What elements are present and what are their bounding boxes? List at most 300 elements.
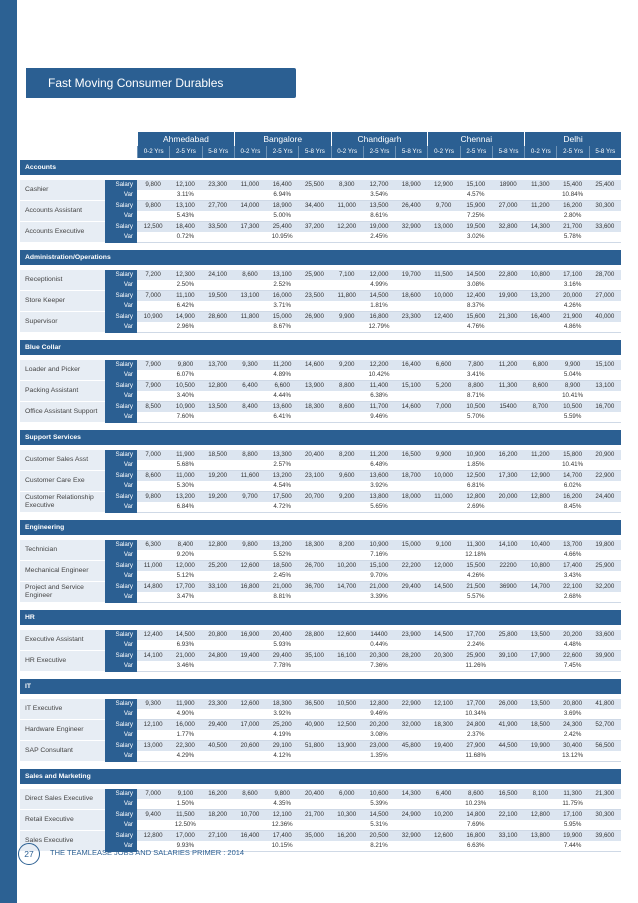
role-name: Customer Care Exe [20,471,105,492]
salary-cell: 13,100 [234,291,266,302]
variance-cell: 11.75% [524,799,621,810]
variance-cell: 6.84% [137,502,234,513]
variance-cell: 13.12% [524,751,621,762]
variance-cell: 5.70% [427,412,524,423]
salary-cell: 22,300 [169,741,201,752]
variance-cell: 4.48% [524,640,621,651]
salary-cell: 28,800 [298,630,330,640]
role-name: Technician [20,540,105,561]
salary-cell: 14,800 [137,582,169,593]
experience-header: 5-8 Yrs [202,146,234,158]
var-label: Var [105,799,137,810]
var-label: Var [105,280,137,291]
variance-cell: 2.45% [331,232,428,243]
salary-label: Salary [105,630,137,640]
salary-cell: 32,000 [395,720,427,731]
table-row [20,381,621,392]
salary-cell: 19,400 [427,741,459,752]
salary-cell: 22200 [492,561,524,572]
salary-cell: 28,600 [202,312,234,323]
salary-cell: 15,000 [266,312,298,323]
salary-cell: 8,800 [234,450,266,460]
salary-cell: 21,300 [492,312,524,323]
role-name: Hardware Engineer [20,720,105,741]
salary-cell: 25,800 [492,630,524,640]
salary-cell: 16,100 [331,651,363,662]
table-row [20,391,621,402]
table-row [20,789,621,799]
variance-cell: 3.69% [524,709,621,720]
salary-label: Salary [105,270,137,280]
salary-cell: 15,600 [460,312,492,323]
salary-cell: 17,700 [460,699,492,709]
salary-cell: 17,900 [524,651,556,662]
table-row [20,280,621,291]
salary-cell: 11,900 [169,450,201,460]
salary-cell: 21,500 [460,582,492,593]
variance-cell: 5.04% [524,370,621,381]
variance-cell: 9.93% [137,841,234,852]
salary-cell: 30,400 [556,741,588,752]
variance-cell: 8.71% [427,391,524,402]
salary-cell: 16,800 [234,582,266,593]
salary-cell: 28,200 [395,651,427,662]
var-label: Var [105,751,137,762]
salary-cell: 29,100 [266,741,298,752]
salary-cell: 19,500 [460,222,492,233]
city-header: Delhi [524,132,621,146]
variance-cell: 10.41% [524,391,621,402]
variance-cell: 4.54% [234,481,331,492]
variance-cell: 1.81% [331,301,428,312]
salary-cell: 14,600 [395,402,427,413]
salary-cell: 41,800 [589,699,621,709]
variance-cell: 1.35% [331,751,428,762]
experience-header: 2-5 Yrs [363,146,395,158]
salary-cell: 11,300 [460,540,492,550]
salary-cell: 23,300 [202,180,234,190]
table-row [20,222,621,233]
var-label: Var [105,370,137,381]
salary-cell: 12,000 [427,561,459,572]
salary-cell: 9,100 [427,540,459,550]
variance-cell: 6.07% [137,370,234,381]
salary-cell: 44,500 [492,741,524,752]
experience-header: 0-2 Yrs [427,146,459,158]
variance-cell: 10.23% [427,799,524,810]
salary-cell: 11,100 [169,291,201,302]
salary-cell: 25,400 [589,180,621,190]
experience-header: 5-8 Yrs [395,146,427,158]
table-row [20,741,621,752]
salary-cell: 11,700 [363,402,395,413]
salary-cell: 39,600 [589,831,621,842]
salary-cell: 12,800 [460,492,492,503]
table-row [20,322,621,333]
salary-cell: 16,200 [331,831,363,842]
salary-cell: 26,900 [298,312,330,323]
variance-cell: 10.84% [524,190,621,201]
salary-cell: 8,400 [234,402,266,413]
variance-cell: 2.69% [427,502,524,513]
variance-cell: 4.66% [524,550,621,561]
table-row [20,412,621,423]
salary-cell: 13,200 [169,492,201,503]
table-row [20,751,621,762]
salary-cell: 10,300 [331,810,363,821]
variance-cell: 4.12% [234,751,331,762]
salary-cell: 23,900 [395,630,427,640]
salary-cell: 23,100 [298,471,330,482]
salary-cell: 24,300 [556,720,588,731]
salary-cell: 11,000 [137,561,169,572]
salary-cell: 8,600 [460,789,492,799]
salary-label: Salary [105,381,137,392]
salary-cell: 21,900 [556,312,588,323]
variance-cell: 5.68% [137,460,234,471]
salary-cell: 11,200 [363,450,395,460]
salary-cell: 11,300 [556,789,588,799]
variance-cell: 4.35% [234,799,331,810]
salary-label: Salary [105,360,137,370]
salary-label: Salary [105,312,137,323]
salary-cell: 18,000 [395,492,427,503]
salary-cell: 8,600 [234,789,266,799]
var-label: Var [105,502,137,513]
table-row [20,550,621,561]
var-label: Var [105,391,137,402]
salary-cell: 13,600 [266,402,298,413]
salary-cell: 18,600 [395,291,427,302]
salary-cell: 21,000 [169,651,201,662]
salary-cell: 12,600 [234,561,266,572]
table-row [20,492,621,503]
salary-table [20,160,621,852]
variance-cell: 2.24% [427,640,524,651]
salary-cell: 14,700 [524,582,556,593]
variance-cell: 9.46% [331,412,428,423]
salary-cell: 8,700 [524,402,556,413]
salary-cell: 9,800 [137,492,169,503]
section-banner: Fast Moving Consumer Durables [26,68,296,98]
salary-label: Salary [105,492,137,503]
salary-cell: 16,900 [234,630,266,640]
salary-cell: 16,800 [363,312,395,323]
salary-cell: 14,100 [137,651,169,662]
salary-cell: 19,200 [202,492,234,503]
salary-cell: 10,200 [427,810,459,821]
salary-cell: 10,800 [524,561,556,572]
variance-cell: 7.69% [427,820,524,831]
salary-cell: 18,500 [266,561,298,572]
salary-cell: 11,000 [169,471,201,482]
var-label: Var [105,211,137,222]
salary-cell: 17,100 [556,810,588,821]
salary-cell: 11,300 [492,381,524,392]
salary-cell: 20,000 [492,492,524,503]
salary-cell: 15,000 [395,540,427,550]
variance-cell: 7.45% [524,661,621,672]
variance-cell: 11.68% [427,751,524,762]
salary-cell: 39,900 [589,651,621,662]
salary-cell: 11,600 [234,471,266,482]
var-label: Var [105,190,137,201]
salary-cell: 13,000 [137,741,169,752]
variance-cell: 7.25% [427,211,524,222]
table-row [20,301,621,312]
salary-cell: 9,800 [137,180,169,190]
salary-cell: 21,300 [589,789,621,799]
footer-title: THE TEAMLEASE JOBS AND SALARIES PRIMER : 2014 [50,848,245,857]
variance-cell: 4.90% [137,709,234,720]
salary-cell: 12,200 [331,222,363,233]
group-header-row [20,610,621,625]
salary-cell: 18,900 [395,180,427,190]
salary-cell: 19,900 [556,831,588,842]
salary-cell: 22,800 [492,270,524,280]
salary-cell: 11,800 [234,312,266,323]
salary-cell: 12,800 [202,381,234,392]
salary-cell: 13,000 [427,222,459,233]
variance-cell: 10.41% [524,460,621,471]
salary-cell: 16,200 [492,450,524,460]
salary-cell: 16,500 [492,789,524,799]
variance-cell: 4.26% [524,301,621,312]
variance-cell: 5.00% [234,211,331,222]
variance-cell: 5.43% [137,211,234,222]
variance-cell: 5.65% [331,502,428,513]
salary-cell: 24,400 [589,492,621,503]
salary-cell: 19,800 [589,540,621,550]
salary-cell: 7,200 [137,270,169,280]
salary-cell: 29,400 [266,651,298,662]
experience-header-row [137,146,621,158]
salary-cell: 13,800 [363,492,395,503]
variance-cell: 4.72% [234,502,331,513]
variance-cell: 8.37% [427,301,524,312]
role-name: SAP Consultant [20,741,105,762]
variance-cell: 8.61% [331,211,428,222]
salary-cell: 8,900 [556,381,588,392]
experience-header: 0-2 Yrs [331,146,363,158]
variance-cell: 2.42% [524,730,621,741]
salary-cell: 28,700 [589,270,621,280]
salary-cell: 27,000 [492,201,524,212]
salary-cell: 18,700 [395,471,427,482]
salary-cell: 56,500 [589,741,621,752]
salary-cell: 17,700 [460,630,492,640]
salary-cell: 51,800 [298,741,330,752]
variance-cell: 9.20% [137,550,234,561]
variance-cell: 6.02% [524,481,621,492]
var-label: Var [105,709,137,720]
salary-cell: 13,300 [266,450,298,460]
salary-cell: 8,100 [524,789,556,799]
salary-cell: 10,900 [137,312,169,323]
var-label: Var [105,460,137,471]
salary-cell: 12,600 [331,630,363,640]
table-row [20,402,621,413]
salary-cell: 33,600 [589,630,621,640]
variance-cell: 3.46% [137,661,234,672]
table-row [20,720,621,731]
variance-cell: 5.95% [524,820,621,831]
salary-cell: 16,000 [266,291,298,302]
role-name: Accounts Assistant [20,201,105,222]
salary-cell: 11,800 [331,291,363,302]
salary-cell: 20,800 [556,699,588,709]
salary-cell: 25,200 [202,561,234,572]
variance-cell: 5.57% [427,592,524,603]
role-name: Sales Executive [20,831,105,852]
salary-cell: 9,300 [234,360,266,370]
group-header-row [20,250,621,265]
experience-header: 5-8 Yrs [492,146,524,158]
table-row [20,370,621,381]
salary-cell: 19,900 [492,291,524,302]
variance-cell: 3.92% [331,481,428,492]
variance-cell: 6.93% [137,640,234,651]
salary-cell: 13,900 [298,381,330,392]
salary-cell: 25,400 [266,222,298,233]
salary-cell: 8,300 [331,180,363,190]
role-name: Executive Assistant [20,630,105,651]
salary-cell: 7,000 [137,450,169,460]
group-header-row [20,430,621,445]
salary-cell: 14,000 [234,201,266,212]
city-header: Bangalore [234,132,331,146]
salary-cell: 14,600 [298,360,330,370]
experience-header: 5-8 Yrs [589,146,621,158]
salary-cell: 16,400 [234,831,266,842]
variance-cell: 5.12% [137,571,234,582]
group-header-row [20,340,621,355]
salary-cell: 14,300 [395,789,427,799]
salary-cell: 14,100 [492,540,524,550]
salary-cell: 13,700 [556,540,588,550]
salary-cell: 20,600 [234,741,266,752]
salary-cell: 25,900 [298,270,330,280]
variance-cell: 9.70% [331,571,428,582]
salary-cell: 11,300 [524,180,556,190]
salary-cell: 10,700 [234,810,266,821]
experience-header: 2-5 Yrs [169,146,201,158]
salary-cell: 17,300 [234,222,266,233]
salary-cell: 18,400 [169,222,201,233]
table-row [20,592,621,603]
variance-cell: 0.72% [137,232,234,243]
variance-cell: 3.40% [137,391,234,402]
salary-cell: 23,300 [395,312,427,323]
salary-cell: 18,300 [298,540,330,550]
salary-cell: 6,400 [234,381,266,392]
salary-cell: 7,000 [427,402,459,413]
salary-cell: 12,400 [460,291,492,302]
salary-cell: 10,900 [363,540,395,550]
salary-cell: 13,200 [266,471,298,482]
salary-label: Salary [105,540,137,550]
salary-cell: 12,700 [363,180,395,190]
salary-cell: 37,200 [298,222,330,233]
variance-cell: 3.08% [427,280,524,291]
salary-cell: 29,400 [202,720,234,731]
salary-cell: 12,800 [363,699,395,709]
salary-cell: 20,500 [363,831,395,842]
salary-cell: 9,100 [169,789,201,799]
salary-cell: 30,300 [589,810,621,821]
variance-cell: 4.26% [427,571,524,582]
salary-cell: 11,900 [169,699,201,709]
city-header: Chennai [427,132,524,146]
variance-cell: 6.41% [234,412,331,423]
salary-cell: 18,500 [202,450,234,460]
salary-cell: 12,400 [427,312,459,323]
group-name: Administration/Operations [20,250,621,265]
role-name: Mechanical Engineer [20,561,105,582]
table-row [20,502,621,513]
salary-cell: 34,400 [298,201,330,212]
variance-cell: 5.52% [234,550,331,561]
table-row [20,820,621,831]
salary-cell: 13,100 [169,201,201,212]
salary-cell: 20,400 [298,789,330,799]
variance-cell: 12.50% [137,820,234,831]
experience-header: 0-2 Yrs [524,146,556,158]
salary-cell: 20,700 [298,492,330,503]
table-row [20,312,621,323]
salary-cell: 12,200 [363,360,395,370]
salary-cell: 10,800 [524,270,556,280]
variance-cell: 10.42% [331,370,428,381]
salary-label: Salary [105,450,137,460]
role-name: IT Executive [20,699,105,720]
salary-cell: 17,000 [169,831,201,842]
variance-cell: 4.76% [427,322,524,333]
salary-cell: 25,900 [460,651,492,662]
variance-cell: 3.92% [234,709,331,720]
salary-cell: 21,700 [556,222,588,233]
experience-header: 5-8 Yrs [298,146,330,158]
salary-cell: 19,400 [234,651,266,662]
salary-cell: 18,300 [298,402,330,413]
salary-cell: 45,800 [395,741,427,752]
variance-cell: 0.44% [331,640,428,651]
salary-cell: 12,800 [202,540,234,550]
var-label: Var [105,730,137,741]
variance-cell: 1.77% [137,730,234,741]
table-row [20,799,621,810]
table-row [20,481,621,492]
salary-cell: 9,300 [137,699,169,709]
salary-cell: 22,900 [395,699,427,709]
salary-cell: 9,800 [169,360,201,370]
salary-cell: 13,900 [331,741,363,752]
salary-cell: 12,300 [169,270,201,280]
salary-label: Salary [105,201,137,212]
variance-cell: 4.86% [524,322,621,333]
variance-cell: 3.47% [137,592,234,603]
salary-cell: 14,500 [169,630,201,640]
salary-cell: 15,100 [589,360,621,370]
salary-cell: 10,400 [524,540,556,550]
salary-cell: 11,200 [266,360,298,370]
salary-cell: 6,400 [427,789,459,799]
role-name: Project and Service Engineer [20,582,105,603]
salary-cell: 11,400 [363,381,395,392]
var-label: Var [105,661,137,672]
group-name: Accounts [20,160,621,175]
experience-header: 0-2 Yrs [234,146,266,158]
